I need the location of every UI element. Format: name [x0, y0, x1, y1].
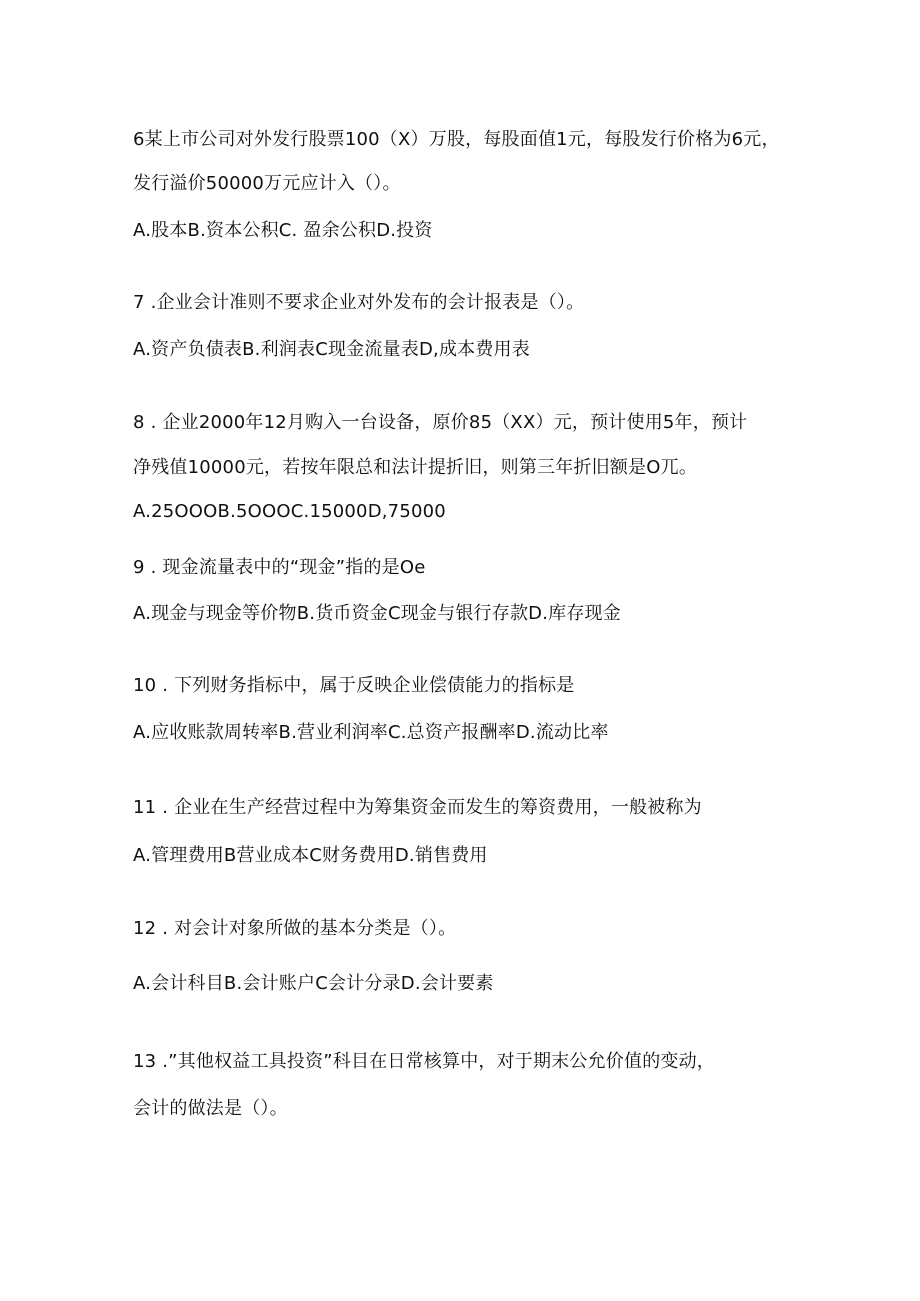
question-7-options: A.资产负债表B.利润表C现金流量表D,成本费用表 [133, 339, 530, 360]
question-12-options: A.会计科目B.会计账户C会计分录D.会计要素 [133, 973, 494, 994]
question-6-line-2: 发行溢价50000万元应计入（）。 [133, 173, 401, 194]
question-8-line-1: 8 . 企业2000年12月购入一台设备，原价85（XX）元，预计使用5年，预计 [133, 412, 748, 433]
question-6-options: A.股本B.资本公积C. 盈余公积D.投资 [133, 220, 433, 241]
question-6-line-1: 6某上市公司对外发行股票100（X）万股，每股面值1元，每股发行价格为6元， [133, 129, 780, 150]
question-10-line-1: 10 . 下列财务指标中，属于反映企业偿债能力的指标是 [133, 675, 575, 696]
question-9-options: A.现金与现金等价物B.货币资金C现金与银行存款D.库存现金 [133, 603, 621, 624]
question-13-line-1: 13 .”其他权益工具投资”科目在日常核算中，对于期末公允价值的变动， [133, 1051, 715, 1072]
question-11-options: A.管理费用B营业成本C财务费用D.销售费用 [133, 845, 488, 866]
question-9-line-1: 9 . 现金流量表中的“现金”指的是Oe [133, 557, 426, 578]
question-13-line-2: 会计的做法是（）。 [133, 1098, 288, 1119]
question-8-line-2: 净残值10000元，若按年限总和法计提折旧，则第三年折旧额是O兀。 [133, 457, 698, 478]
question-10-options: A.应收账款周转率B.营业利润率C.总资产报酬率D.流动比率 [133, 722, 609, 743]
question-12-line-1: 12 . 对会计对象所做的基本分类是（）。 [133, 918, 457, 939]
question-11-line-1: 11 . 企业在生产经营过程中为筹集资金而发生的筹资费用，一般被称为 [133, 797, 702, 818]
question-7-line-1: 7 .企业会计准则不要求企业对外发布的会计报表是（）。 [133, 292, 585, 313]
question-8-options: A.25OOOB.5OOOC.15000D,75000 [133, 501, 446, 522]
